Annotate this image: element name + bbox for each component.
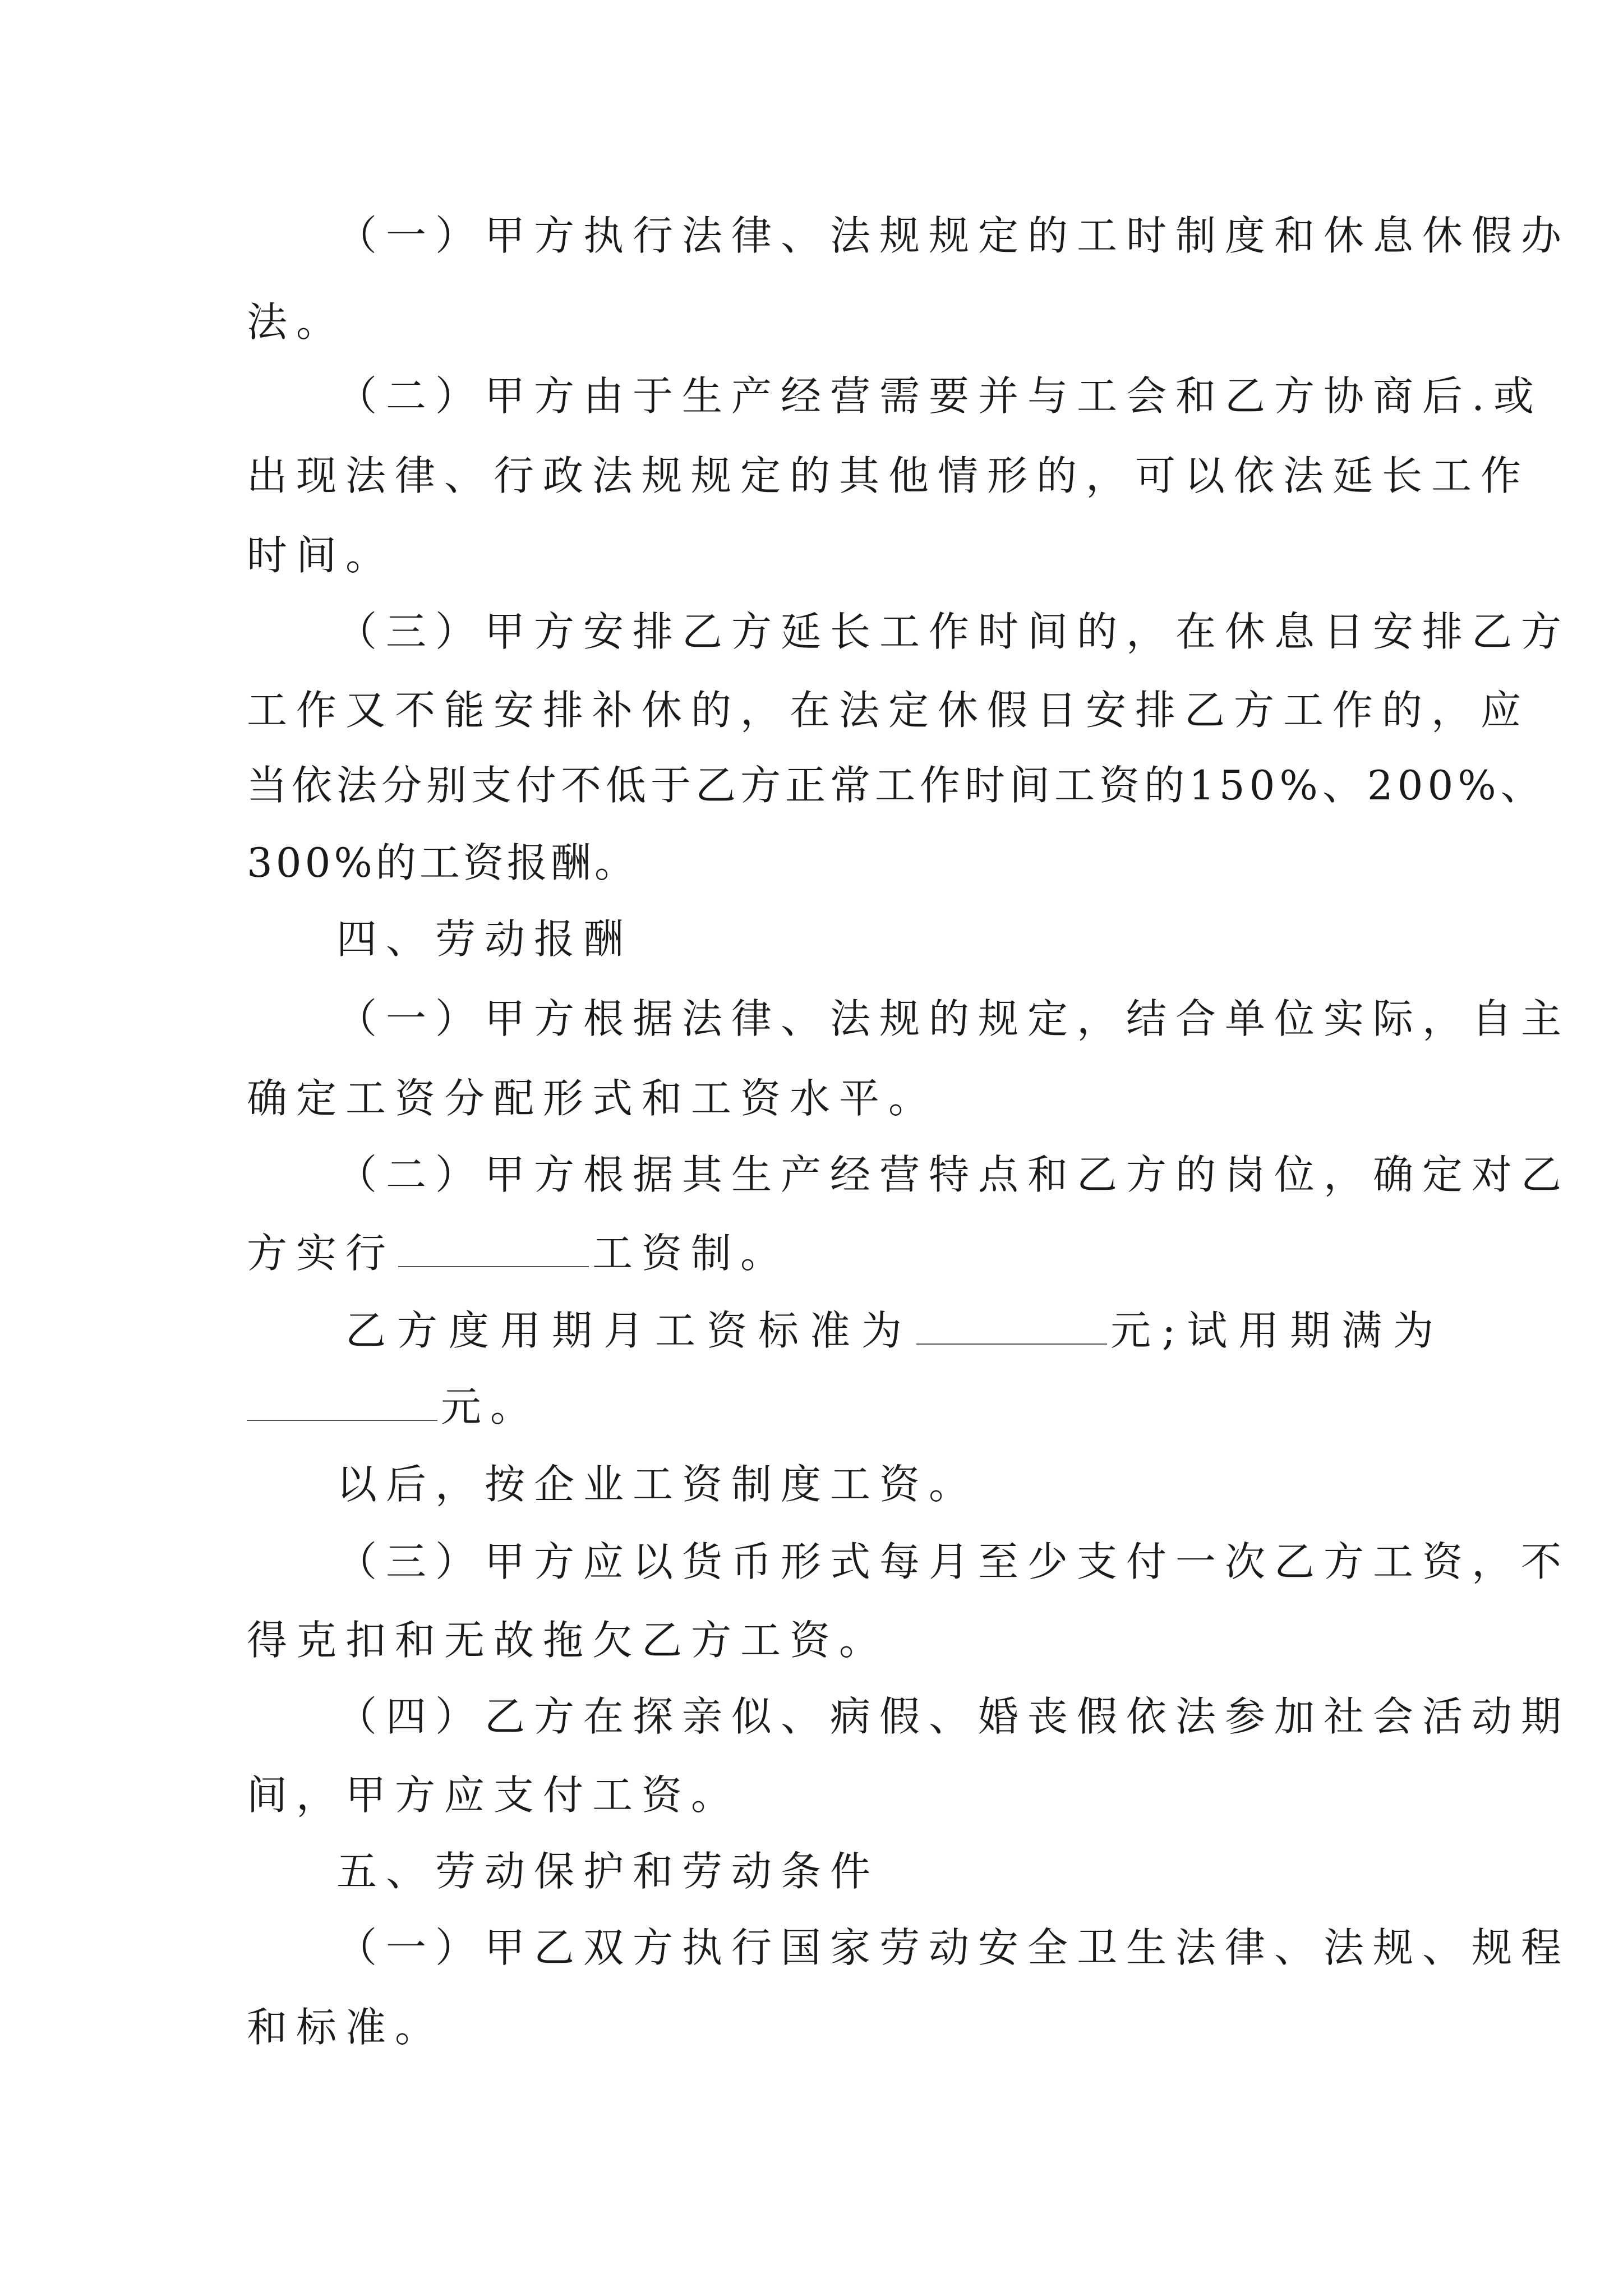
paragraph-line	[247, 1226, 790, 1280]
paragraph-line: 法。	[247, 298, 346, 346]
paragraph-line: （三）甲方安排乙方延长工作时间的，在休息日安排乙方	[336, 608, 1571, 655]
paragraph-line	[345, 1304, 1445, 1358]
paragraph-line: 确定工资分配形式和工资水平。	[247, 1075, 938, 1122]
paragraph-line: 和标准。	[247, 2004, 445, 2051]
paragraph-line: 间，甲方应支付工资。	[247, 1772, 741, 1819]
line-text: 元。	[441, 1383, 540, 1430]
paragraph-line: 时间。	[247, 532, 395, 579]
section-heading: 四、劳动报酬	[336, 915, 633, 963]
paragraph-line: 以后，按企业工资制度工资。	[336, 1461, 979, 1508]
paragraph-line: （一）甲乙双方执行国家劳动安全卫生法律、法规、规程	[336, 1924, 1571, 1971]
paragraph-line: 出现法律、行政法规规定的其他情形的，可以依法延长工作	[247, 452, 1530, 499]
paragraph-line: 300%的工资报酬。	[247, 839, 638, 886]
paragraph-line: （一）甲方根据法律、法规的规定，结合单位实际，自主	[336, 995, 1571, 1042]
paragraph-line: （一）甲方执行法律、法规规定的工时制度和休息休假办	[336, 212, 1571, 259]
section-heading: 五、劳动保护和劳动条件	[336, 1848, 880, 1895]
blank-field	[398, 1231, 589, 1267]
blank-field	[247, 1385, 437, 1421]
line-text: 工资制。	[592, 1230, 790, 1277]
paragraph-line: （四）乙方在探亲似、病假、婚丧假依法参加社会活动期	[336, 1693, 1571, 1740]
line-text: 元;试用期满为	[1110, 1307, 1445, 1354]
line-text: 乙方度用期月工资标准为	[345, 1307, 914, 1354]
paragraph-line: 工作又不能安排补休的，在法定休假日安排乙方工作的，应	[247, 687, 1530, 734]
paragraph-line: （三）甲方应以货币形式每月至少支付一次乙方工资，不	[336, 1538, 1571, 1585]
line-text: 方实行	[247, 1230, 395, 1277]
paragraph-line: 当依法分别支付不低于乙方正常工作时间工资的150%、200%、	[247, 762, 1546, 809]
paragraph-line: （二）甲方根据其生产经营特点和乙方的岗位，确定对乙	[336, 1151, 1571, 1198]
blank-field	[916, 1309, 1107, 1345]
paragraph-line: （二）甲方由于生产经营需要并与工会和乙方协商后.或	[336, 372, 1543, 420]
paragraph-line	[247, 1380, 540, 1434]
paragraph-line: 得克扣和无故拖欠乙方工资。	[247, 1617, 889, 1664]
